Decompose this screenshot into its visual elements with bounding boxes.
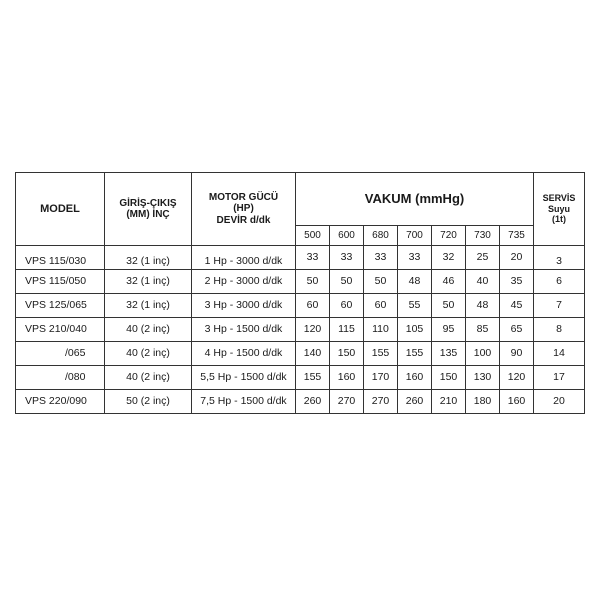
service-water-header-line3: (1t): [552, 214, 567, 225]
pressure-header: 500: [296, 226, 330, 246]
vacuum-value-cell: 170: [364, 366, 398, 390]
table-row: [16, 390, 585, 414]
inlet-outlet-cell: 32 (1 inç): [105, 270, 192, 294]
pressure-header: 680: [364, 226, 398, 246]
inlet-outlet-header: [105, 173, 192, 246]
vacuum-value-cell: 33: [296, 246, 330, 270]
model-cell: VPS 125/065: [16, 294, 105, 318]
vacuum-value-cell: 33: [398, 246, 432, 270]
vacuum-value-cell: 50: [364, 270, 398, 294]
motor-power-cell: 2 Hp - 3000 d/dk: [192, 270, 296, 294]
vacuum-value-cell: 160: [330, 366, 364, 390]
inlet-outlet-header-line2: (MM) İNÇ: [126, 209, 170, 220]
service-water-cell: 20: [534, 390, 585, 414]
vacuum-value-cell: 90: [500, 342, 534, 366]
motor-power-header-line2: (HP): [233, 203, 254, 215]
vacuum-value-cell: 105: [398, 318, 432, 342]
service-water-cell: 3: [534, 246, 585, 270]
vacuum-value-cell: 60: [296, 294, 330, 318]
vacuum-value-cell: 260: [398, 390, 432, 414]
motor-power-cell: 1 Hp - 3000 d/dk: [192, 246, 296, 270]
service-water-cell: 6: [534, 270, 585, 294]
table-row: [16, 342, 585, 366]
inlet-outlet-cell: 40 (2 inç): [105, 342, 192, 366]
vacuum-value-cell: 25: [466, 246, 500, 270]
vacuum-value-cell: 50: [432, 294, 466, 318]
vacuum-value-cell: 260: [296, 390, 330, 414]
service-water-cell: 14: [534, 342, 585, 366]
motor-power-cell: 5,5 Hp - 1500 d/dk: [192, 366, 296, 390]
vacuum-value-cell: 115: [330, 318, 364, 342]
vacuum-value-cell: 45: [500, 294, 534, 318]
motor-power-header-line1: MOTOR GÜCÜ: [208, 191, 279, 203]
table-row: [16, 246, 585, 270]
vacuum-value-cell: 210: [432, 390, 466, 414]
vacuum-value-cell: 33: [330, 246, 364, 270]
vacuum-value-cell: 48: [398, 270, 432, 294]
vacuum-value-cell: 40: [466, 270, 500, 294]
vacuum-value-cell: 50: [296, 270, 330, 294]
vacuum-value-cell: 50: [330, 270, 364, 294]
vacuum-value-cell: 100: [466, 342, 500, 366]
inlet-outlet-cell: 40 (2 inç): [105, 318, 192, 342]
service-water-cell: 8: [534, 318, 585, 342]
table-row: [16, 366, 585, 390]
vacuum-value-cell: 160: [500, 390, 534, 414]
vacuum-value-cell: 120: [500, 366, 534, 390]
vacuum-value-cell: 60: [364, 294, 398, 318]
vacuum-value-cell: 135: [432, 342, 466, 366]
model-cell: VPS 115/050: [16, 270, 105, 294]
vacuum-value-cell: 155: [296, 366, 330, 390]
model-cell: VPS 210/040: [16, 318, 105, 342]
vacuum-value-cell: 20: [500, 246, 534, 270]
motor-power-header-line3: DEVİR d/dk: [216, 214, 271, 226]
service-water-cell: 7: [534, 294, 585, 318]
vacuum-value-cell: 130: [466, 366, 500, 390]
model-cell: VPS 220/090: [16, 390, 105, 414]
vacuum-value-cell: 155: [398, 342, 432, 366]
vacuum-value-cell: 35: [500, 270, 534, 294]
vacuum-value-cell: 150: [432, 366, 466, 390]
inlet-outlet-cell: 32 (1 inç): [105, 294, 192, 318]
vacuum-value-cell: 155: [364, 342, 398, 366]
service-water-header-line1: SERVİS: [542, 193, 576, 204]
model-cell: /080: [16, 366, 105, 390]
vacuum-value-cell: 110: [364, 318, 398, 342]
service-water-cell: 17: [534, 366, 585, 390]
vacuum-value-cell: 120: [296, 318, 330, 342]
model-header: MODEL: [16, 173, 105, 246]
vacuum-pump-spec-table: [15, 172, 585, 414]
motor-power-cell: 3 Hp - 1500 d/dk: [192, 318, 296, 342]
model-cell: VPS 115/030: [16, 246, 105, 270]
vacuum-value-cell: 48: [466, 294, 500, 318]
table-row: [16, 270, 585, 294]
vacuum-value-cell: 32: [432, 246, 466, 270]
table-row: [16, 294, 585, 318]
vacuum-value-cell: 150: [330, 342, 364, 366]
pressure-header: 720: [432, 226, 466, 246]
vacuum-value-cell: 270: [364, 390, 398, 414]
service-water-header: [534, 173, 585, 246]
vacuum-value-cell: 65: [500, 318, 534, 342]
service-water-header-line2: Suyu: [548, 203, 571, 214]
inlet-outlet-cell: 50 (2 inç): [105, 390, 192, 414]
motor-power-cell: 4 Hp - 1500 d/dk: [192, 342, 296, 366]
motor-power-cell: 3 Hp - 3000 d/dk: [192, 294, 296, 318]
pressure-header: 730: [466, 226, 500, 246]
pressure-header: 700: [398, 226, 432, 246]
vacuum-value-cell: 270: [330, 390, 364, 414]
motor-power-header: [192, 173, 296, 246]
vacuum-value-cell: 60: [330, 294, 364, 318]
vacuum-value-cell: 55: [398, 294, 432, 318]
vacuum-value-cell: 46: [432, 270, 466, 294]
inlet-outlet-header-line1: GİRİŞ-ÇIKIŞ: [119, 197, 177, 209]
vacuum-value-cell: 85: [466, 318, 500, 342]
inlet-outlet-cell: 32 (1 inç): [105, 246, 192, 270]
vacuum-value-cell: 33: [364, 246, 398, 270]
pressure-header: 600: [330, 226, 364, 246]
model-cell: /065: [16, 342, 105, 366]
vacuum-value-cell: 140: [296, 342, 330, 366]
vacuum-value-cell: 95: [432, 318, 466, 342]
inlet-outlet-cell: 40 (2 inç): [105, 366, 192, 390]
vacuum-value-cell: 180: [466, 390, 500, 414]
pressure-header: 735: [500, 226, 534, 246]
motor-power-cell: 7,5 Hp - 1500 d/dk: [192, 390, 296, 414]
vacuum-value-cell: 160: [398, 366, 432, 390]
vacuum-header: VAKUM (mmHg): [296, 173, 534, 226]
table-row: [16, 318, 585, 342]
